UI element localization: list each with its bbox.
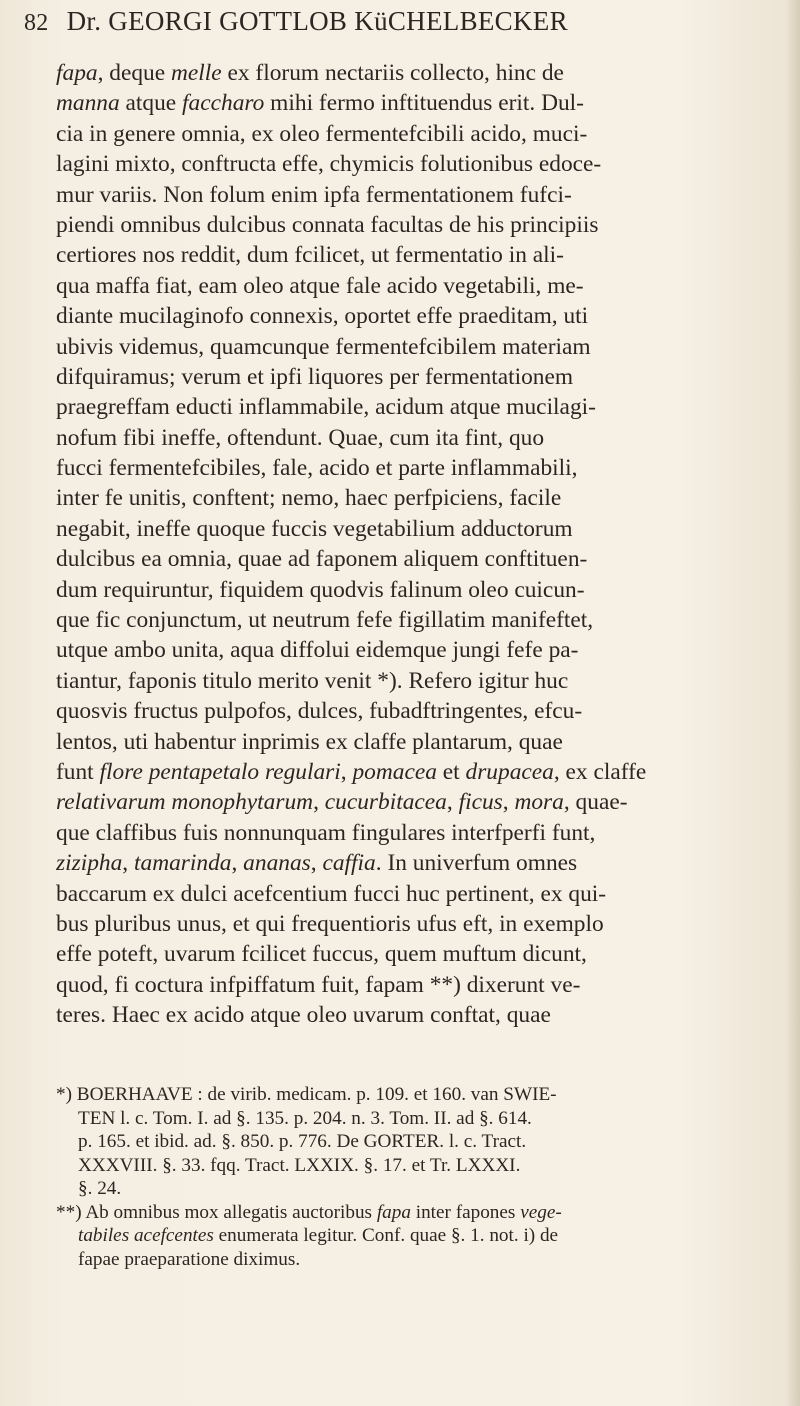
text-run: qua maffa fiat, eam oleo atque fale acido vegetabili, me- [56, 272, 584, 299]
text-run: , [122, 850, 134, 877]
text-run: quod, fi coctura infpiffatum fuit, fapam **) dixerunt ve- [56, 971, 581, 998]
text-run: baccarum ex dulci acefcentium fucci huc pertinent, ex qui- [56, 880, 607, 907]
text-run: inter fapones [410, 1201, 521, 1223]
text-run: cia in genere omnia, ex oleo fermentefcibili acido, muci- [56, 120, 588, 147]
text-line [56, 514, 792, 544]
italic-text: ananas [243, 850, 311, 877]
text-run: dum requiruntur, fiquidem quodvis falinum oleo cuicun- [56, 576, 585, 603]
text-line [56, 757, 792, 787]
text-run: , deque [97, 60, 171, 86]
text-line [56, 88, 792, 118]
text-run: que fic conjunctum, ut neutrum fefe figillatim manifeftet, [56, 607, 594, 634]
text-line [56, 787, 792, 817]
text-run: inter fe unitis, conftent; nemo, haec perfpiciens, facile [56, 485, 562, 512]
text-run: ubivis videmus, quamcunque fermentefcibilem materiam [56, 333, 591, 360]
text-line [56, 119, 792, 149]
italic-text: faccharo [182, 90, 265, 117]
text-run: **) Ab omnibus mox allegatis auctoribus [56, 1201, 377, 1223]
text-run: lagini mixto, conftructa effe, chymicis folutionibus edoce- [56, 151, 602, 178]
text-line [56, 909, 792, 939]
text-run: que claffibus fuis nonnunquam fingulares interfperfi funt, [56, 819, 596, 846]
text-run: TEN l. c. Tom. I. ad §. 135. p. 204. n. 3. Tom. II. ad §. 614. [78, 1107, 532, 1129]
text-line [56, 848, 792, 878]
italic-text: ficus [458, 789, 503, 816]
text-run: bus pluribus unus, et qui frequentioris ufus eft, in exemplo [56, 910, 604, 937]
text-run: , [313, 789, 325, 816]
text-line [56, 483, 792, 513]
text-line [56, 1000, 792, 1030]
text-run: diante mucilaginofo connexis, oportet effe praeditam, uti [56, 303, 589, 330]
text-run: , [446, 789, 459, 816]
text-line [56, 939, 792, 969]
text-run: et [436, 758, 466, 785]
text-line [56, 696, 792, 726]
italic-text: drupacea [465, 758, 554, 785]
page-number: 82 [24, 10, 49, 36]
text-run: nofum fibi ineffe, oftendunt. Quae, cum ita fint, quo [56, 424, 545, 451]
running-header [24, 6, 784, 37]
text-run: , [310, 850, 323, 877]
italic-text: cucurbitacea [324, 789, 447, 816]
text-line [56, 392, 792, 422]
italic-text: tamarinda [134, 850, 232, 877]
footnote-line [56, 1177, 792, 1201]
footnote-line [56, 1130, 792, 1154]
italic-text: vege- [520, 1201, 562, 1223]
italic-text: zizipha [56, 850, 123, 877]
text-run: dulcibus ea omnia, quae ad faponem aliquem conftituen- [56, 546, 588, 573]
italic-text: pomacea [352, 758, 437, 785]
italic-text: manna [56, 90, 120, 117]
footnote-line [56, 1248, 792, 1272]
text-run: enumerata legitur. Conf. quae §. 1. not. i) de [213, 1225, 559, 1246]
running-title: Dr. GEORGI GOTTLOB KüCHELBECKER [66, 6, 568, 36]
text-run: mur variis. Non folum enim ipfa fermentationem fufci- [56, 181, 572, 208]
italic-text: fapa [376, 1201, 411, 1223]
italic-text: relativarum monophytarum [56, 789, 314, 816]
text-run: utque ambo unita, aqua diffolui eidemque jungi fefe pa- [56, 637, 579, 664]
text-run: fucci fermentefcibiles, fale, acido et parte inflammabili, [56, 455, 578, 482]
text-line [56, 544, 792, 574]
text-run: , ex claffe [553, 758, 647, 785]
italic-text: flore pentapetalo regulari [99, 758, 341, 785]
footnote-line [56, 1107, 792, 1131]
text-run: praegreffam educti inflammabile, acidum atque mucilagi- [56, 394, 596, 421]
text-line [56, 301, 792, 331]
text-run: lentos, uti habentur inprimis ex claffe plantarum, quae [56, 728, 563, 755]
text-run: piendi omnibus dulcibus connata facultas de his principiis [56, 211, 599, 238]
text-run: tiantur, faponis titulo merito venit *). Refero igitur huc [56, 667, 569, 694]
text-line [56, 453, 792, 483]
text-line [56, 58, 792, 88]
text-run: mihi fermo inftituendus erit. Dul- [264, 90, 584, 117]
italic-text: melle [171, 60, 222, 86]
text-line [56, 818, 792, 848]
text-line [56, 240, 792, 270]
text-run: , [340, 758, 353, 785]
text-run: , quae- [563, 789, 628, 816]
text-run: ex florum nectariis collecto, hinc de [221, 60, 564, 86]
text-run: funt [56, 758, 100, 785]
text-run: *) BOERHAAVE : de virib. medicam. p. 109. et 160. van SWIE- [56, 1084, 557, 1105]
text-run: p. 165. et ibid. ad. §. 850. p. 776. De GORTER. l. c. Tract. [78, 1131, 527, 1152]
text-line [56, 727, 792, 757]
footnote-line [56, 1083, 792, 1107]
footnote-line [56, 1201, 792, 1225]
text-run: . In univerfum omnes [375, 850, 578, 877]
footnote-line [56, 1224, 792, 1248]
italic-text: tabiles acefcentes [78, 1225, 214, 1246]
text-line [56, 605, 792, 635]
footnotes [56, 1083, 792, 1271]
text-line [56, 575, 792, 605]
text-line [56, 423, 792, 453]
text-line [56, 332, 792, 362]
text-line [56, 362, 792, 392]
italic-text: mora [514, 789, 564, 816]
footnote-line [56, 1154, 792, 1178]
text-run: fapae praeparatione diximus. [78, 1248, 301, 1270]
main-text [56, 58, 792, 1031]
text-run: certiores nos reddit, dum fcilicet, ut fermentatio in ali- [56, 242, 564, 269]
text-line [56, 210, 792, 240]
italic-text: fapa [56, 60, 98, 86]
text-line [56, 180, 792, 210]
text-line [56, 149, 792, 179]
text-run: difquiramus; verum et ipfi liquores per fermentationem [56, 363, 574, 390]
text-line [56, 635, 792, 665]
text-run: quosvis fructus pulpofos, dulces, fubadftringentes, efcu- [56, 698, 583, 725]
text-line [56, 879, 792, 909]
text-run: , [231, 850, 244, 877]
text-run: §. 24. [78, 1178, 122, 1199]
italic-text: caffia [322, 850, 376, 877]
text-run: atque [119, 90, 183, 117]
text-run: negabit, ineffe quoque fuccis vegetabilium adductorum [56, 515, 573, 542]
text-run: , [502, 789, 515, 816]
text-run: XXXVIII. §. 33. fqq. Tract. LXXIX. §. 17. et Tr. LXXXI. [78, 1154, 521, 1176]
text-line [56, 271, 792, 301]
text-line [56, 666, 792, 696]
text-run: effe poteft, uvarum fcilicet fuccus, quem muftum dicunt, [56, 941, 587, 968]
text-run: teres. Haec ex acido atque oleo uvarum conftat, quae [56, 1002, 551, 1029]
text-line [56, 970, 792, 1000]
